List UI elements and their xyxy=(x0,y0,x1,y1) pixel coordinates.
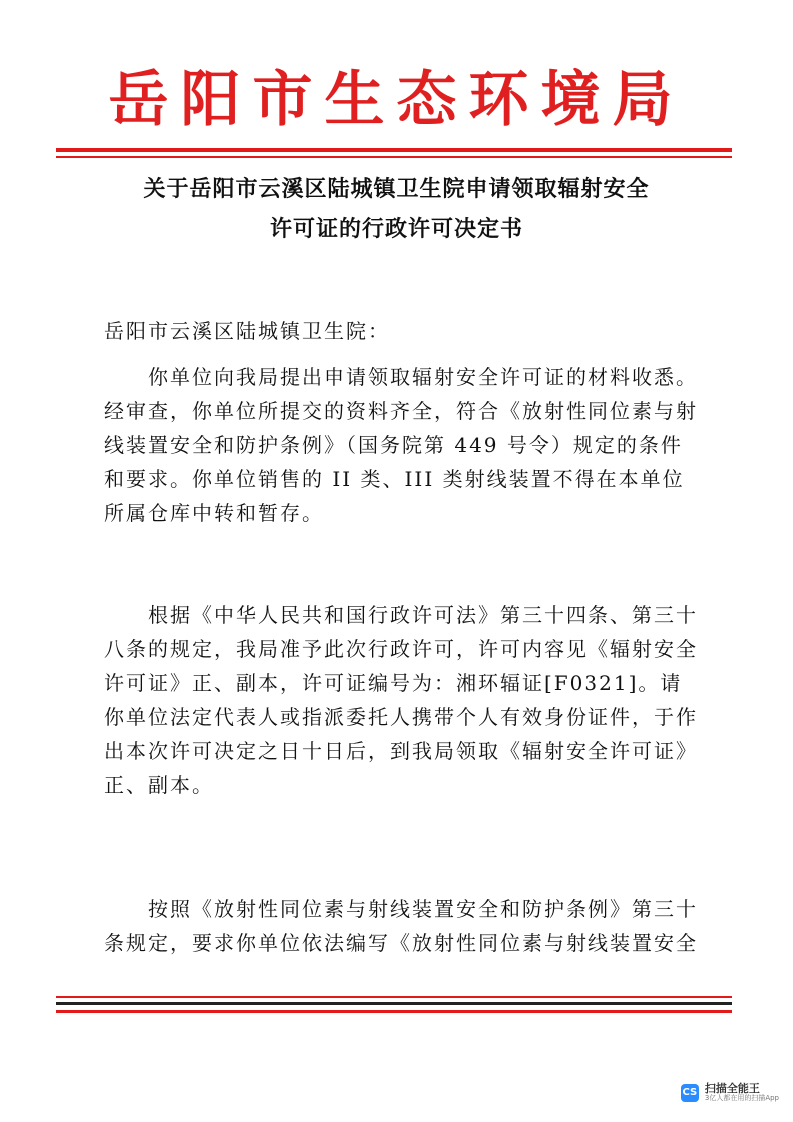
footer-rule-black xyxy=(56,1002,732,1005)
scanner-watermark xyxy=(681,1083,779,1102)
scanner-logo-icon: CS xyxy=(681,1084,699,1102)
recipient-line: 岳阳市云溪区陆城镇卫生院： xyxy=(104,319,390,343)
footer-rule-thin xyxy=(56,996,732,998)
paragraph-1: 你单位向我局提出申请领取辐射安全许可证的材料收悉。经审查，你单位所提交的资料齐全，符合《放射性同位素与射线装置安全和防护条例》（国务院第 449 号令）规定的条件和要求。你单位销售的 II 类、III 类射线装置不得在本单位所属仓库中转和暂存。 xyxy=(104,365,698,525)
header-rule-thin xyxy=(56,156,732,158)
footer-rule-red xyxy=(56,1010,732,1013)
paragraph-3: 按照《放射性同位素与射线装置安全和防护条例》第三十条规定，要求你单位依法编写《放射性同位素与射线装置安全 xyxy=(104,897,698,955)
document-title-line-1: 关于岳阳市云溪区陆城镇卫生院申请领取辐射安全 xyxy=(143,177,650,202)
header-rule-thick xyxy=(56,148,732,152)
scanner-watermark-text xyxy=(705,1083,779,1102)
paragraph-2: 根据《中华人民共和国行政许可法》第三十四条、第三十八条的规定，我局准予此次行政许可，许可内容见《辐射安全许可证》正、副本，许可证编号为：湘环辐证[F0321]。请你单位法定代表人或指派委托人携带个人有效身份证件，于作出本次许可决定之日十日后，到我局领取《辐射安全许可证》正、副本。 xyxy=(104,603,698,797)
header-org-name: 岳阳市生态环境局 xyxy=(108,65,685,135)
document-title-line-2: 许可证的行政许可决定书 xyxy=(269,217,523,242)
scanner-app-name: 扫描全能王 xyxy=(704,1082,760,1096)
scanner-tagline: 3亿人都在用的扫描App xyxy=(704,1093,779,1102)
